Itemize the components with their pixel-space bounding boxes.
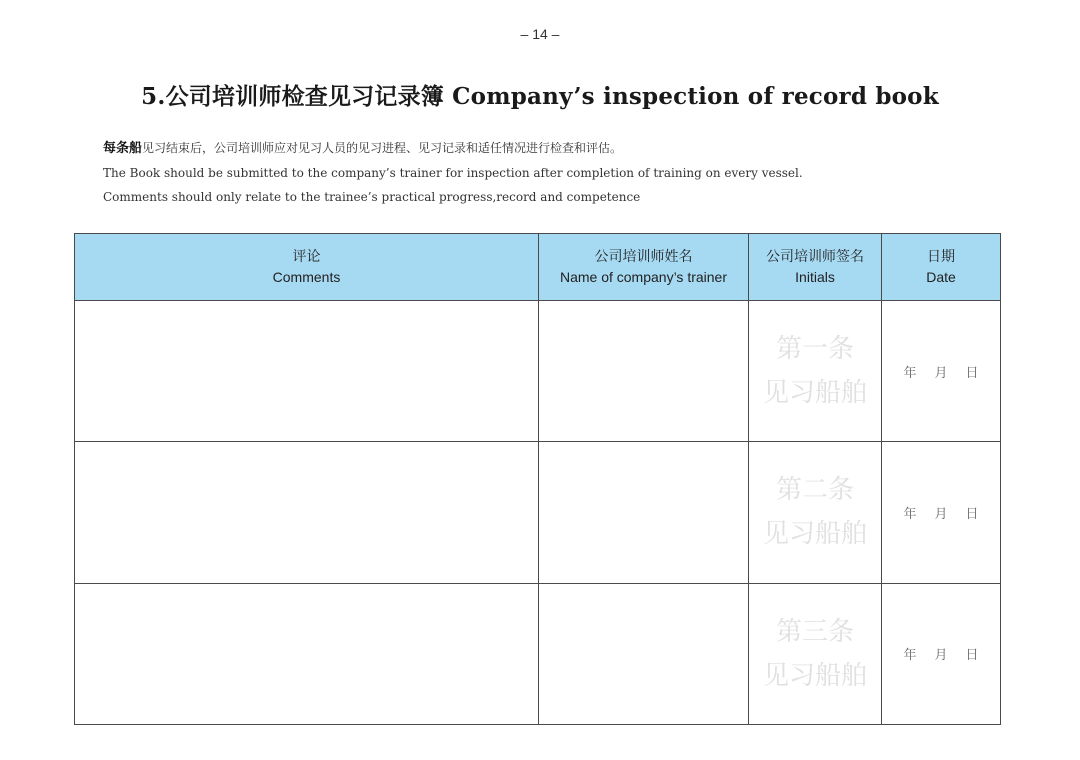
intro-text (103, 136, 1003, 209)
intro-line-1 (103, 136, 1003, 161)
comments-cell[interactable] (75, 301, 539, 442)
comments-cell[interactable] (75, 583, 539, 724)
initials-cell[interactable] (749, 583, 882, 724)
initials-cell[interactable] (749, 442, 882, 583)
page-title: 5.公司培训师检查见习记录簿 Company’s inspection of record book (141, 83, 939, 110)
table-row (75, 583, 1001, 724)
date-placeholder: 年 月 日 (903, 365, 979, 381)
page-number: – 14 – (520, 26, 560, 42)
trainer-name-cell[interactable] (539, 301, 749, 442)
table-row (75, 442, 1001, 583)
intro-lead-bold: 每条船 (103, 141, 143, 156)
intro-lead-rest: 见习结束后，公司培训师应对见习人员的见习进程、见习记录和适任情况进行检查和评估。 (142, 141, 623, 155)
vessel-watermark: 第三条 见习船舶 (762, 616, 867, 691)
date-placeholder: 年 月 日 (903, 506, 979, 522)
header-comments: 评论 Comments (75, 234, 539, 301)
header-initials: 公司培训师签名 Initials (749, 234, 882, 301)
table-row (75, 301, 1001, 442)
intro-line-2: The Book should be submitted to the company’s trainer for inspection after completion of training on every vessel. (103, 166, 803, 180)
vessel-watermark: 第一条 见习船舶 (762, 334, 867, 409)
comments-cell[interactable] (75, 442, 539, 583)
header-date: 日期 Date (882, 234, 1001, 301)
date-cell[interactable] (882, 583, 1001, 724)
vessel-watermark: 第二条 见习船舶 (762, 475, 867, 550)
intro-line-3: Comments should only relate to the trainee’s practical progress,record and competence (103, 190, 641, 204)
date-cell[interactable] (882, 442, 1001, 583)
trainer-name-cell[interactable] (539, 583, 749, 724)
trainer-name-cell[interactable] (539, 442, 749, 583)
table-header-row (75, 234, 1001, 301)
date-placeholder: 年 月 日 (903, 648, 979, 664)
initials-cell[interactable] (749, 301, 882, 442)
date-cell[interactable] (882, 301, 1001, 442)
header-trainer-name: 公司培训师姓名 Name of company’s trainer (539, 234, 749, 301)
inspection-record-table (74, 233, 1001, 725)
